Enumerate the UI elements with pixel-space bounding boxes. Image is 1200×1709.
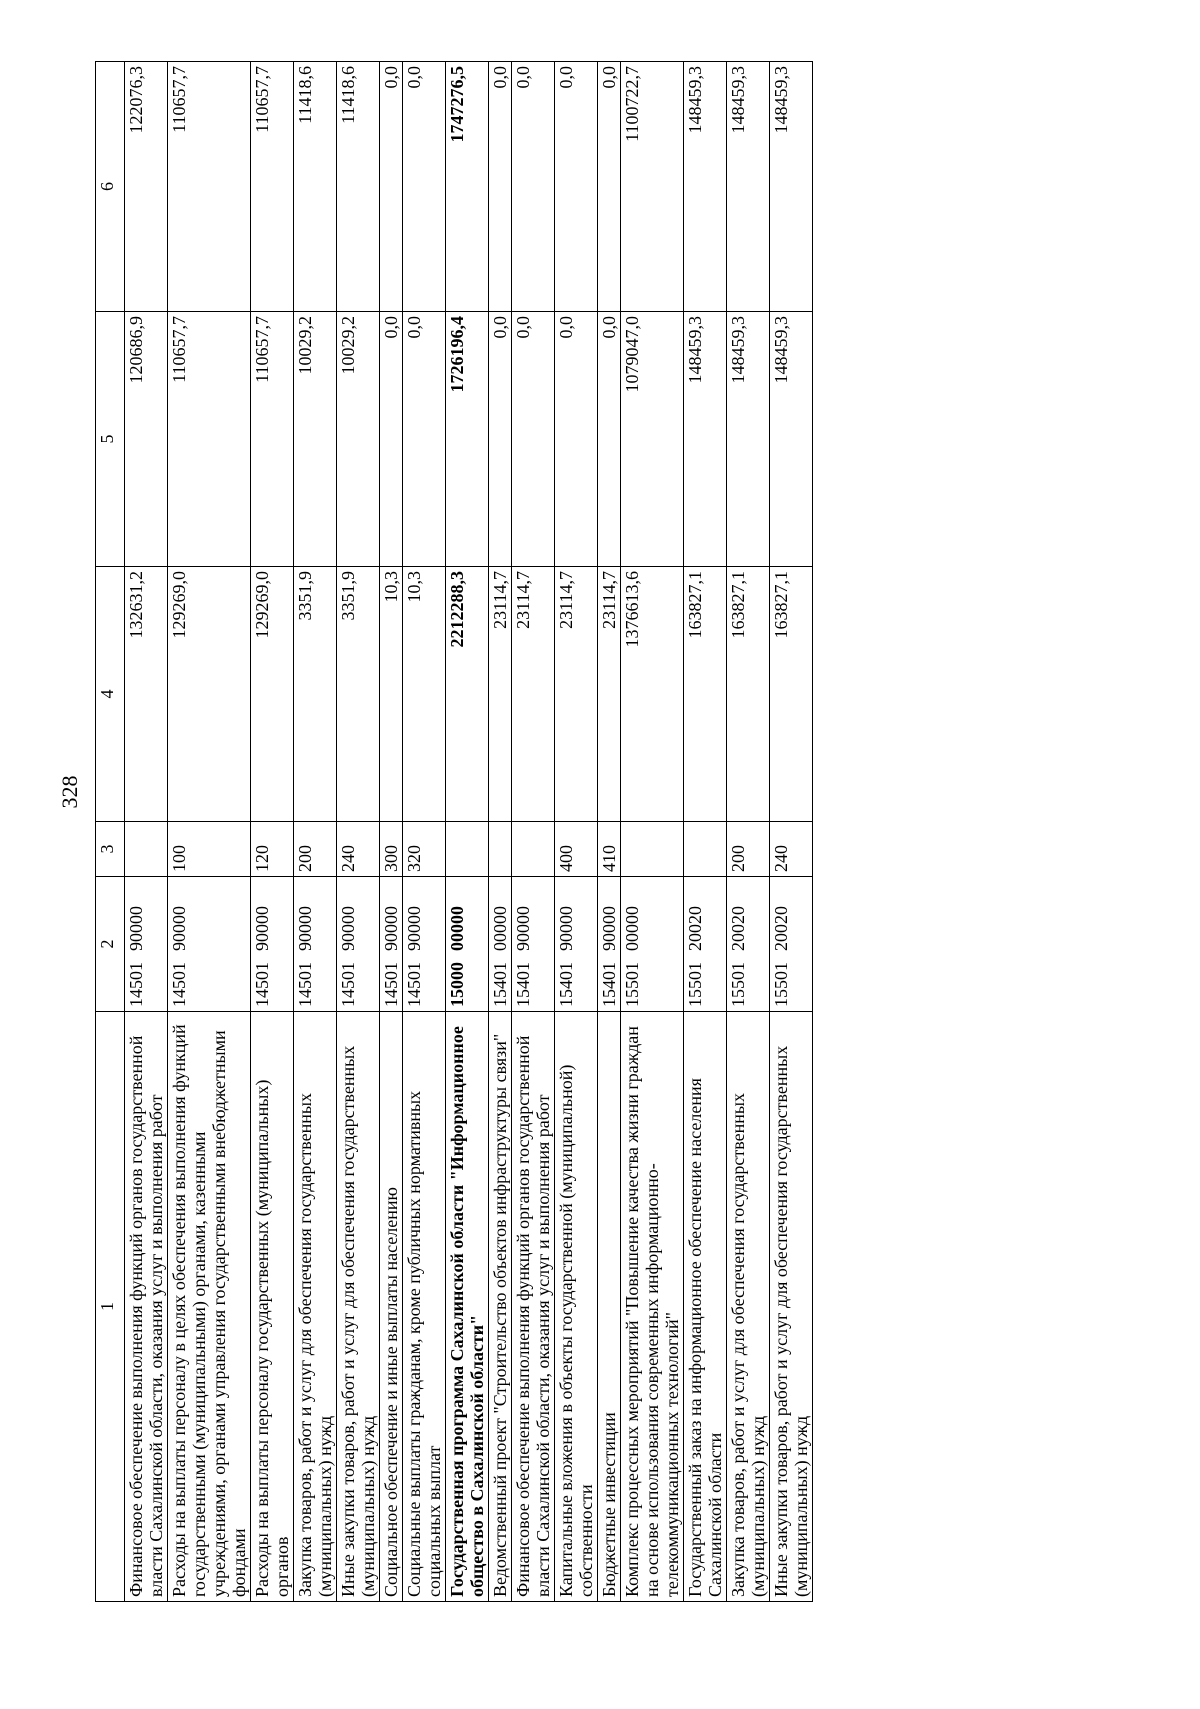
header-col-5: 5 (96, 312, 125, 567)
row-code-cell (251, 877, 294, 1012)
row-name-cell: Расходы на выплаты персоналу государственных (муниципальных) органов (251, 1012, 294, 1602)
code-direction: 90000 (556, 906, 576, 951)
table-body (125, 62, 813, 1602)
row-code-cell (770, 877, 813, 1012)
code-program: 14501 (169, 962, 189, 1007)
row-value-col6: 11418,6 (294, 62, 337, 312)
row-value-col6: 11418,6 (337, 62, 380, 312)
row-value-col5: 1726196,4 (446, 312, 489, 567)
row-value-col6: 0,0 (380, 62, 403, 312)
table-row (380, 62, 403, 1602)
row-name-cell: Социальные выплаты гражданам, кроме публичных нормативных социальных выплат (403, 1012, 446, 1602)
row-code-cell (598, 877, 621, 1012)
row-name-cell: Иные закупки товаров, работ и услуг для обеспечения государственных (муниципальных) нужд (770, 1012, 813, 1602)
row-value-col6: 148459,3 (684, 62, 727, 312)
row-value-col5: 0,0 (598, 312, 621, 567)
table-row (168, 62, 251, 1602)
row-value-col6: 148459,3 (727, 62, 770, 312)
code-program: 14501 (295, 962, 315, 1007)
code-program: 15501 (622, 962, 642, 1007)
row-value-col4: 23114,7 (512, 567, 555, 822)
code-direction: 90000 (404, 906, 424, 951)
row-type-cell: 410 (598, 822, 621, 877)
table-row (337, 62, 380, 1602)
code-direction: 90000 (599, 906, 619, 951)
row-value-col4: 23114,7 (489, 567, 512, 822)
table-row (446, 62, 489, 1602)
row-code-cell (489, 877, 512, 1012)
row-name-cell: Закупка товаров, работ и услуг для обеспечения государственных (муниципальных) нужд (727, 1012, 770, 1602)
row-name-cell: Ведомственный проект "Строительство объектов инфраструктуры связи" (489, 1012, 512, 1602)
code-program: 15000 (447, 962, 467, 1007)
code-direction: 90000 (338, 906, 358, 951)
row-value-col6: 0,0 (555, 62, 598, 312)
table-row (294, 62, 337, 1602)
row-value-col4: 1376613,6 (621, 567, 684, 822)
row-value-col4: 23114,7 (598, 567, 621, 822)
row-type-cell (489, 822, 512, 877)
row-code-cell (294, 877, 337, 1012)
row-type-cell: 320 (403, 822, 446, 877)
code-program: 14501 (252, 962, 272, 1007)
row-code-cell (403, 877, 446, 1012)
row-value-col5: 0,0 (403, 312, 446, 567)
row-code-cell (684, 877, 727, 1012)
code-direction: 90000 (295, 906, 315, 951)
row-value-col6: 1747276,5 (446, 62, 489, 312)
code-program: 14501 (381, 962, 401, 1007)
code-program: 15401 (490, 962, 510, 1007)
header-col-1: 1 (96, 1012, 125, 1602)
table-row (251, 62, 294, 1602)
row-name-cell: Государственная программа Сахалинской области "Информационное общество в Сахалинской области" (446, 1012, 489, 1602)
row-value-col5: 1079047,0 (621, 312, 684, 567)
table-row (727, 62, 770, 1602)
row-value-col4: 10,3 (380, 567, 403, 822)
page-number: 328 (57, 775, 82, 809)
row-name-cell: Государственный заказ на информационное обеспечение населения Сахалинской области (684, 1012, 727, 1602)
row-name-cell: Социальное обеспечение и иные выплаты населению (380, 1012, 403, 1602)
code-direction: 90000 (126, 906, 146, 951)
table-row (125, 62, 168, 1602)
code-program: 15401 (513, 962, 533, 1007)
header-col-3: 3 (96, 822, 125, 877)
row-type-cell: 240 (337, 822, 380, 877)
row-name-cell: Финансовое обеспечение выполнения функций органов государственной власти Сахалинской области, оказания услуг и выполнения работ (512, 1012, 555, 1602)
table-row (489, 62, 512, 1602)
row-value-col6: 122076,3 (125, 62, 168, 312)
row-value-col4: 163827,1 (770, 567, 813, 822)
row-name-cell: Капитальные вложения в объекты государственной (муниципальной) собственности (555, 1012, 598, 1602)
row-type-cell: 200 (294, 822, 337, 877)
header-col-4: 4 (96, 567, 125, 822)
table-header-row (96, 62, 125, 1602)
row-name-cell: Расходы на выплаты персоналу в целях обеспечения выполнения функций государственными (муниципальными) органами, казенными учреждениями, органами управления государственными внебюджетными фондами (168, 1012, 251, 1602)
row-value-col5: 148459,3 (727, 312, 770, 567)
budget-table (95, 61, 813, 1602)
row-value-col4: 129269,0 (168, 567, 251, 822)
row-value-col6: 148459,3 (770, 62, 813, 312)
code-direction: 20020 (771, 906, 791, 951)
code-direction: 90000 (169, 906, 189, 951)
header-col-2: 2 (96, 877, 125, 1012)
row-value-col6: 110657,7 (251, 62, 294, 312)
row-type-cell (684, 822, 727, 877)
row-value-col6: 0,0 (403, 62, 446, 312)
table-row (621, 62, 684, 1602)
row-code-cell (446, 877, 489, 1012)
row-value-col5: 148459,3 (770, 312, 813, 567)
row-value-col5: 110657,7 (251, 312, 294, 567)
row-value-col5: 120686,9 (125, 312, 168, 567)
row-value-col6: 0,0 (489, 62, 512, 312)
row-type-cell (446, 822, 489, 877)
row-value-col4: 163827,1 (684, 567, 727, 822)
row-value-col4: 3351,9 (337, 567, 380, 822)
row-code-cell (621, 877, 684, 1012)
row-value-col5: 10029,2 (294, 312, 337, 567)
table-row (403, 62, 446, 1602)
row-code-cell (727, 877, 770, 1012)
row-name-cell: Закупка товаров, работ и услуг для обеспечения государственных (муниципальных) нужд (294, 1012, 337, 1602)
row-code-cell (125, 877, 168, 1012)
row-value-col4: 2212288,3 (446, 567, 489, 822)
row-type-cell: 100 (168, 822, 251, 877)
row-value-col6: 0,0 (598, 62, 621, 312)
row-value-col5: 148459,3 (684, 312, 727, 567)
rotated-page-content (57, 62, 1105, 1602)
header-col-6: 6 (96, 62, 125, 312)
row-type-cell: 300 (380, 822, 403, 877)
row-name-cell: Финансовое обеспечение выполнения функций органов государственной власти Сахалинской области, оказания услуг и выполнения работ (125, 1012, 168, 1602)
code-program: 14501 (338, 962, 358, 1007)
table-row (684, 62, 727, 1602)
code-direction: 20020 (685, 906, 705, 951)
row-type-cell: 200 (727, 822, 770, 877)
row-value-col6: 0,0 (512, 62, 555, 312)
row-type-cell: 240 (770, 822, 813, 877)
code-direction: 90000 (252, 906, 272, 951)
code-program: 15501 (685, 962, 705, 1007)
table-row (555, 62, 598, 1602)
row-code-cell (380, 877, 403, 1012)
row-code-cell (337, 877, 380, 1012)
code-program: 15401 (599, 962, 619, 1007)
code-program: 14501 (126, 962, 146, 1007)
code-program: 15501 (771, 962, 791, 1007)
row-value-col4: 3351,9 (294, 567, 337, 822)
code-direction: 20020 (728, 906, 748, 951)
code-program: 15401 (556, 962, 576, 1007)
row-value-col5: 0,0 (555, 312, 598, 567)
row-value-col5: 0,0 (512, 312, 555, 567)
row-value-col5: 110657,7 (168, 312, 251, 567)
code-direction: 90000 (513, 906, 533, 951)
row-name-cell: Комплекс процессных мероприятий "Повышение качества жизни граждан на основе использования современных информационно-телекоммуникационных технологий" (621, 1012, 684, 1602)
code-direction: 90000 (381, 906, 401, 951)
code-direction: 00000 (447, 906, 467, 951)
row-value-col6: 1100722,7 (621, 62, 684, 312)
row-value-col4: 163827,1 (727, 567, 770, 822)
row-value-col5: 10029,2 (337, 312, 380, 567)
row-type-cell: 400 (555, 822, 598, 877)
table-row (598, 62, 621, 1602)
row-value-col5: 0,0 (489, 312, 512, 567)
code-program: 15501 (728, 962, 748, 1007)
row-type-cell (125, 822, 168, 877)
row-name-cell: Бюджетные инвестиции (598, 1012, 621, 1602)
code-direction: 00000 (490, 906, 510, 951)
row-value-col4: 129269,0 (251, 567, 294, 822)
row-type-cell: 120 (251, 822, 294, 877)
row-type-cell (512, 822, 555, 877)
row-name-cell: Иные закупки товаров, работ и услуг для обеспечения государственных (муниципальных) нужд (337, 1012, 380, 1602)
row-value-col4: 132631,2 (125, 567, 168, 822)
row-code-cell (512, 877, 555, 1012)
table-row (512, 62, 555, 1602)
row-type-cell (621, 822, 684, 877)
row-code-cell (168, 877, 251, 1012)
row-value-col4: 23114,7 (555, 567, 598, 822)
row-value-col4: 10,3 (403, 567, 446, 822)
code-program: 14501 (404, 962, 424, 1007)
row-code-cell (555, 877, 598, 1012)
code-direction: 00000 (622, 906, 642, 951)
row-value-col5: 0,0 (380, 312, 403, 567)
table-row (770, 62, 813, 1602)
row-value-col6: 110657,7 (168, 62, 251, 312)
